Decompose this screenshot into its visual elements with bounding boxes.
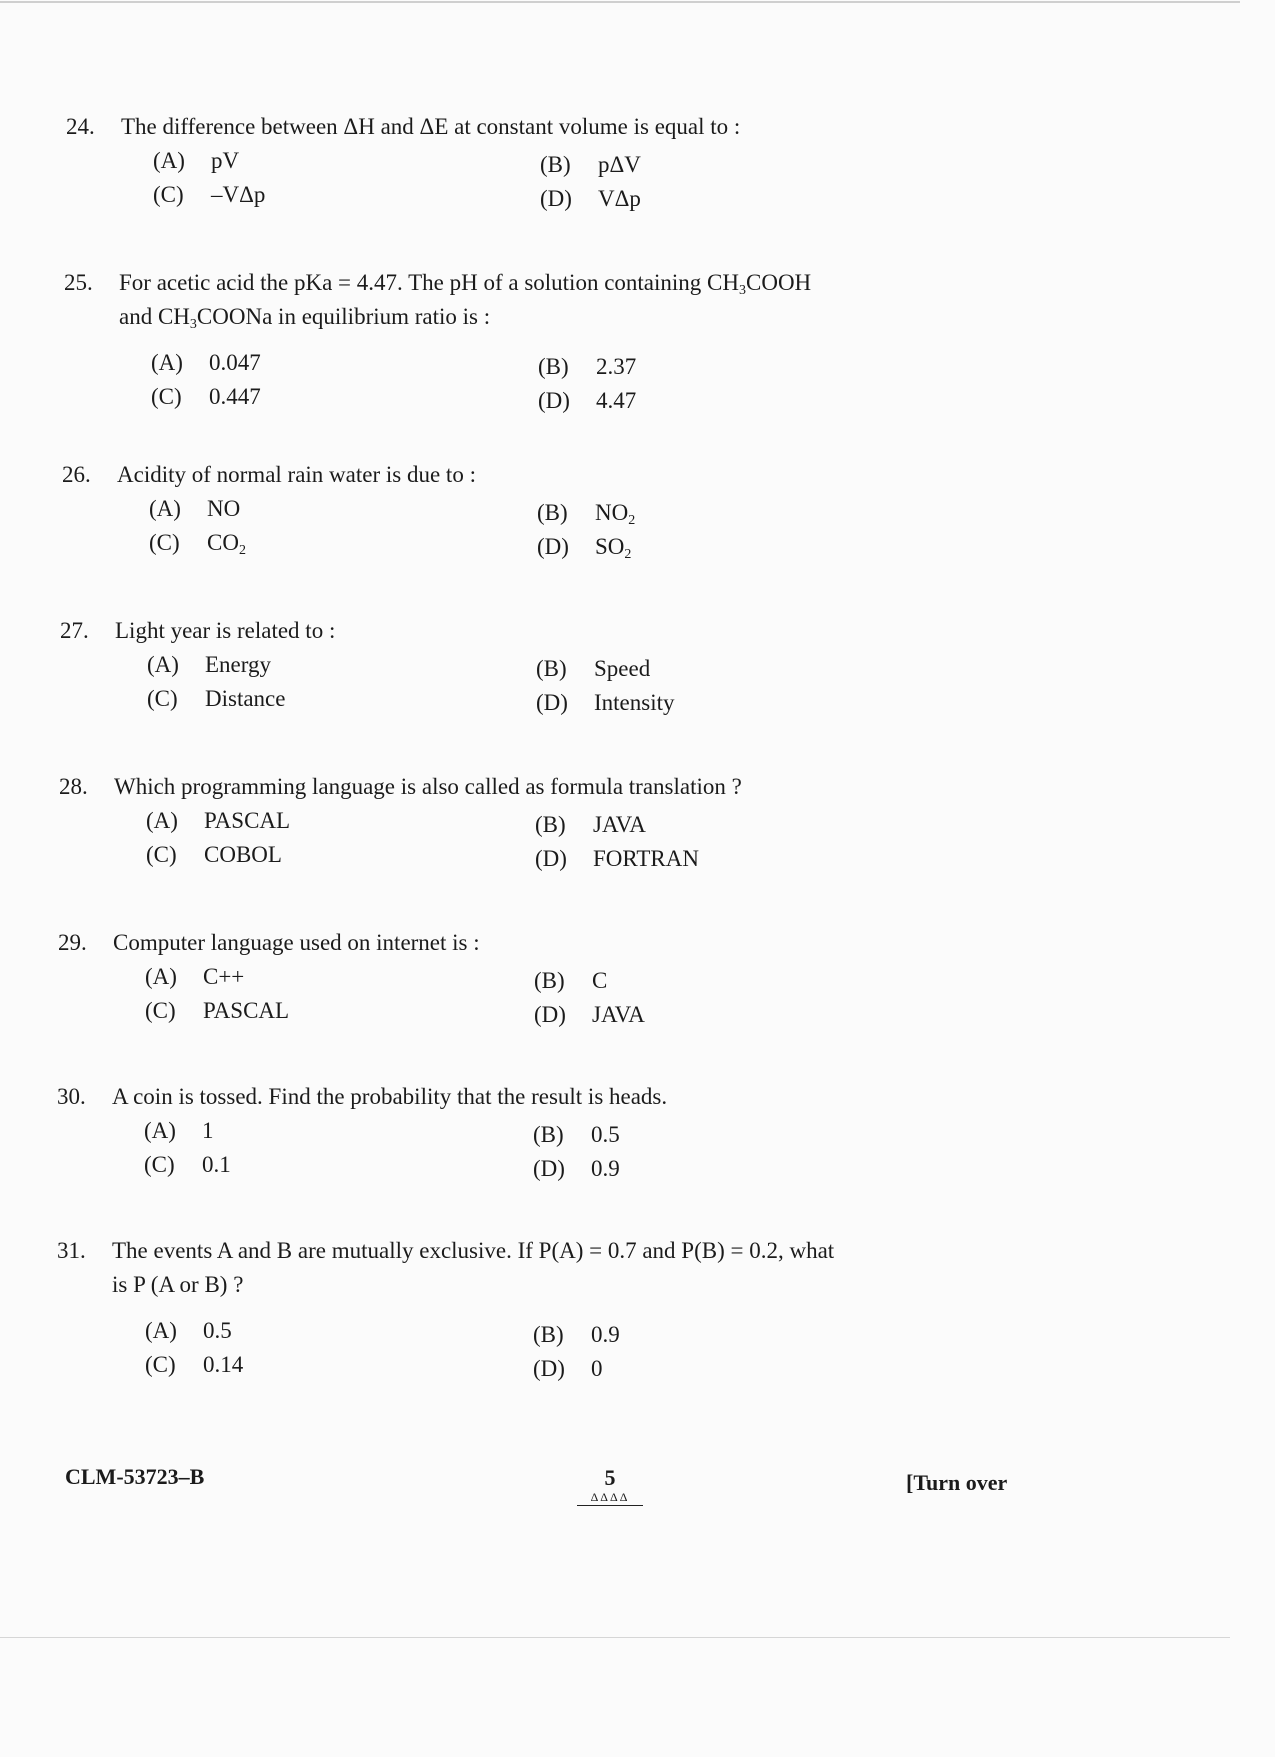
question-text bbox=[60, 616, 335, 646]
option-d bbox=[535, 844, 699, 874]
option-label: (D) bbox=[537, 534, 569, 559]
option-a bbox=[151, 348, 261, 378]
text-run: COONa in equilibrium ratio is : bbox=[196, 304, 491, 329]
text-run: PASCAL bbox=[203, 998, 290, 1023]
option-label: (A) bbox=[145, 1318, 177, 1343]
text-run: 0.447 bbox=[209, 384, 261, 409]
option-d bbox=[533, 1154, 620, 1184]
subscript: 2 bbox=[238, 543, 246, 558]
question-number: 26. bbox=[62, 462, 91, 487]
option-label: (D) bbox=[535, 846, 567, 871]
option-label: (A) bbox=[144, 1118, 176, 1143]
option-d bbox=[536, 688, 675, 718]
option-d bbox=[538, 386, 636, 416]
option-b bbox=[535, 810, 646, 840]
question-text bbox=[62, 460, 476, 490]
text-run: 0.5 bbox=[203, 1318, 232, 1343]
text-run: C++ bbox=[203, 964, 245, 989]
option-label: (B) bbox=[537, 500, 568, 525]
text-run: 1 bbox=[202, 1118, 214, 1143]
option-c bbox=[149, 528, 246, 558]
text-run: For acetic acid the pKa = 4.47. The pH of a solution containing CH bbox=[119, 270, 739, 295]
option-label: (A) bbox=[149, 496, 181, 521]
option-a bbox=[147, 650, 271, 680]
option-label: (D) bbox=[536, 690, 568, 715]
question-text bbox=[66, 112, 740, 142]
page-number-block bbox=[575, 1466, 645, 1506]
option-label: (B) bbox=[533, 1122, 564, 1147]
text-run: 0.9 bbox=[591, 1322, 620, 1347]
text-run: Speed bbox=[594, 656, 651, 681]
option-d bbox=[533, 1354, 603, 1384]
question-number: 29. bbox=[58, 930, 87, 955]
option-label: (C) bbox=[146, 842, 177, 867]
text-run: pV bbox=[211, 148, 240, 173]
question-number: 27. bbox=[60, 618, 89, 643]
question-number: 24. bbox=[66, 114, 95, 139]
text-run: Distance bbox=[205, 686, 286, 711]
option-label: (C) bbox=[145, 1352, 176, 1377]
text-run: Intensity bbox=[594, 690, 675, 715]
option-c bbox=[151, 382, 261, 412]
option-b bbox=[533, 1120, 620, 1150]
bottom-rule bbox=[0, 1637, 1230, 1638]
text-run: SO bbox=[595, 534, 625, 559]
text-run: 0.047 bbox=[209, 350, 261, 375]
text-run: C bbox=[592, 968, 608, 993]
option-c bbox=[153, 180, 265, 210]
option-c bbox=[145, 1350, 243, 1380]
option-a bbox=[145, 1316, 232, 1346]
text-run: NO bbox=[595, 500, 629, 525]
text-run: Acidity of normal rain water is due to : bbox=[117, 462, 476, 487]
option-a bbox=[144, 1116, 214, 1146]
question-text bbox=[119, 302, 490, 332]
option-b bbox=[534, 966, 607, 996]
option-c bbox=[144, 1150, 231, 1180]
text-run: CO bbox=[207, 530, 239, 555]
option-label: (B) bbox=[533, 1322, 564, 1347]
text-run: pΔV bbox=[598, 152, 641, 177]
subscript: 3 bbox=[739, 283, 746, 298]
question-text bbox=[57, 1236, 834, 1266]
option-label: (B) bbox=[540, 152, 571, 177]
option-label: (A) bbox=[146, 808, 178, 833]
text-run: is P (A or B) ? bbox=[112, 1272, 244, 1297]
top-rule bbox=[0, 1, 1240, 3]
option-label: (B) bbox=[536, 656, 567, 681]
option-label: (D) bbox=[533, 1156, 565, 1181]
option-label: (B) bbox=[538, 354, 569, 379]
subscript: 3 bbox=[189, 317, 197, 332]
option-label: (A) bbox=[153, 148, 185, 173]
option-b bbox=[540, 150, 641, 180]
text-run: Which programming language is also called as formula translation ? bbox=[114, 774, 742, 799]
text-run: Light year is related to : bbox=[115, 618, 336, 643]
question-text bbox=[64, 268, 811, 298]
option-label: (C) bbox=[149, 530, 180, 555]
text-run: –VΔp bbox=[211, 182, 266, 207]
option-c bbox=[147, 684, 285, 714]
text-run: PASCAL bbox=[204, 808, 291, 833]
triangle-marks: ΔΔΔΔ bbox=[590, 1490, 630, 1504]
option-label: (D) bbox=[534, 1002, 566, 1027]
option-label: (C) bbox=[147, 686, 178, 711]
option-d bbox=[540, 184, 641, 214]
option-label: (D) bbox=[533, 1356, 565, 1381]
option-label: (D) bbox=[540, 186, 572, 211]
option-b bbox=[533, 1320, 620, 1350]
question-number: 31. bbox=[57, 1238, 86, 1263]
page-number-underline bbox=[577, 1505, 643, 1506]
text-run: 4.47 bbox=[596, 388, 637, 413]
option-a bbox=[146, 806, 290, 836]
option-label: (C) bbox=[144, 1152, 175, 1177]
text-run: 0.5 bbox=[591, 1122, 620, 1147]
option-b bbox=[538, 352, 636, 382]
text-run: FORTRAN bbox=[593, 846, 699, 871]
option-label: (D) bbox=[538, 388, 570, 413]
text-run: Energy bbox=[205, 652, 272, 677]
question-text bbox=[112, 1270, 243, 1300]
option-a bbox=[153, 146, 239, 176]
question-text bbox=[58, 928, 480, 958]
text-run: 0.14 bbox=[203, 1352, 244, 1377]
option-label: (C) bbox=[151, 384, 182, 409]
option-label: (A) bbox=[151, 350, 183, 375]
text-run: COOH bbox=[746, 270, 812, 295]
option-label: (C) bbox=[145, 998, 176, 1023]
text-run: and CH bbox=[119, 304, 190, 329]
turn-over-label: [Turn over bbox=[906, 1470, 1008, 1495]
option-c bbox=[145, 996, 289, 1026]
option-label: (A) bbox=[147, 652, 179, 677]
text-run: The events A and B are mutually exclusive. If P(A) = 0.7 and P(B) = 0.2, what bbox=[112, 1238, 835, 1263]
option-d bbox=[537, 532, 631, 562]
booklet-code: CLM-53723–B bbox=[65, 1464, 205, 1489]
option-a bbox=[149, 494, 240, 524]
option-b bbox=[536, 654, 650, 684]
text-run: The difference between ΔH and ΔE at constant volume is equal to : bbox=[121, 114, 741, 139]
option-label: (B) bbox=[534, 968, 565, 993]
text-run: 0 bbox=[591, 1356, 603, 1381]
question-text bbox=[57, 1082, 667, 1112]
text-run: NO bbox=[207, 496, 241, 521]
option-label: (A) bbox=[145, 964, 177, 989]
option-d bbox=[534, 1000, 645, 1030]
question-number: 30. bbox=[57, 1084, 86, 1109]
subscript: 2 bbox=[628, 513, 636, 528]
question-text bbox=[59, 772, 742, 802]
question-number: 25. bbox=[64, 270, 93, 295]
text-run: VΔp bbox=[598, 186, 641, 211]
option-label: (B) bbox=[535, 812, 566, 837]
option-label: (C) bbox=[153, 182, 184, 207]
option-c bbox=[146, 840, 282, 870]
text-run: 0.1 bbox=[202, 1152, 231, 1177]
text-run: Computer language used on internet is : bbox=[113, 930, 480, 955]
text-run: 2.37 bbox=[596, 354, 637, 379]
text-run: JAVA bbox=[593, 812, 646, 837]
option-b bbox=[537, 498, 635, 528]
option-a bbox=[145, 962, 244, 992]
text-run: 0.9 bbox=[591, 1156, 620, 1181]
subscript: 2 bbox=[624, 547, 632, 562]
text-run: COBOL bbox=[204, 842, 282, 867]
question-number: 28. bbox=[59, 774, 88, 799]
page-number: 5 bbox=[604, 1465, 616, 1490]
text-run: A coin is tossed. Find the probability that the result is heads. bbox=[112, 1084, 668, 1109]
text-run: JAVA bbox=[592, 1002, 645, 1027]
